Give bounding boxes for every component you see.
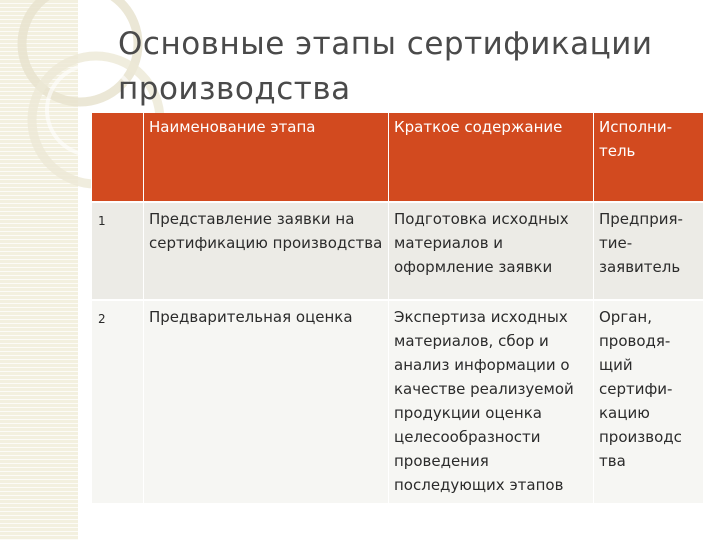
- row-number: 1: [92, 202, 144, 300]
- summary-cell: Подготовка исходных материалов и оформление заявки: [389, 202, 594, 300]
- executor-cell: Орган, проводя-щий сертифи-кацию производс тва: [594, 300, 704, 503]
- stages-table: [91, 113, 704, 503]
- page-title: Основные этапы сертификации производства: [118, 26, 653, 107]
- row-number: 2: [92, 300, 144, 503]
- header-cell-executor: Исполни-тель: [594, 113, 704, 202]
- table-header-row: [92, 113, 704, 202]
- stage-name-cell: Представление заявки на сертификацию производства: [144, 202, 389, 300]
- header-cell-number: [92, 113, 144, 202]
- header-cell-stage-name: Наименование этапа: [144, 113, 389, 202]
- summary-cell: Экспертиза исходных материалов, сбор и анализ информации о качестве реализуемой продукции оценка целесообразности проведения последующих этапов: [389, 300, 594, 503]
- executor-cell: Предприя-тие-заявитель: [594, 202, 704, 300]
- header-cell-summary: Краткое содержание: [389, 113, 594, 202]
- table-row: [92, 202, 704, 300]
- table-row: [92, 300, 704, 503]
- stage-name-cell: Предварительная оценка: [144, 300, 389, 503]
